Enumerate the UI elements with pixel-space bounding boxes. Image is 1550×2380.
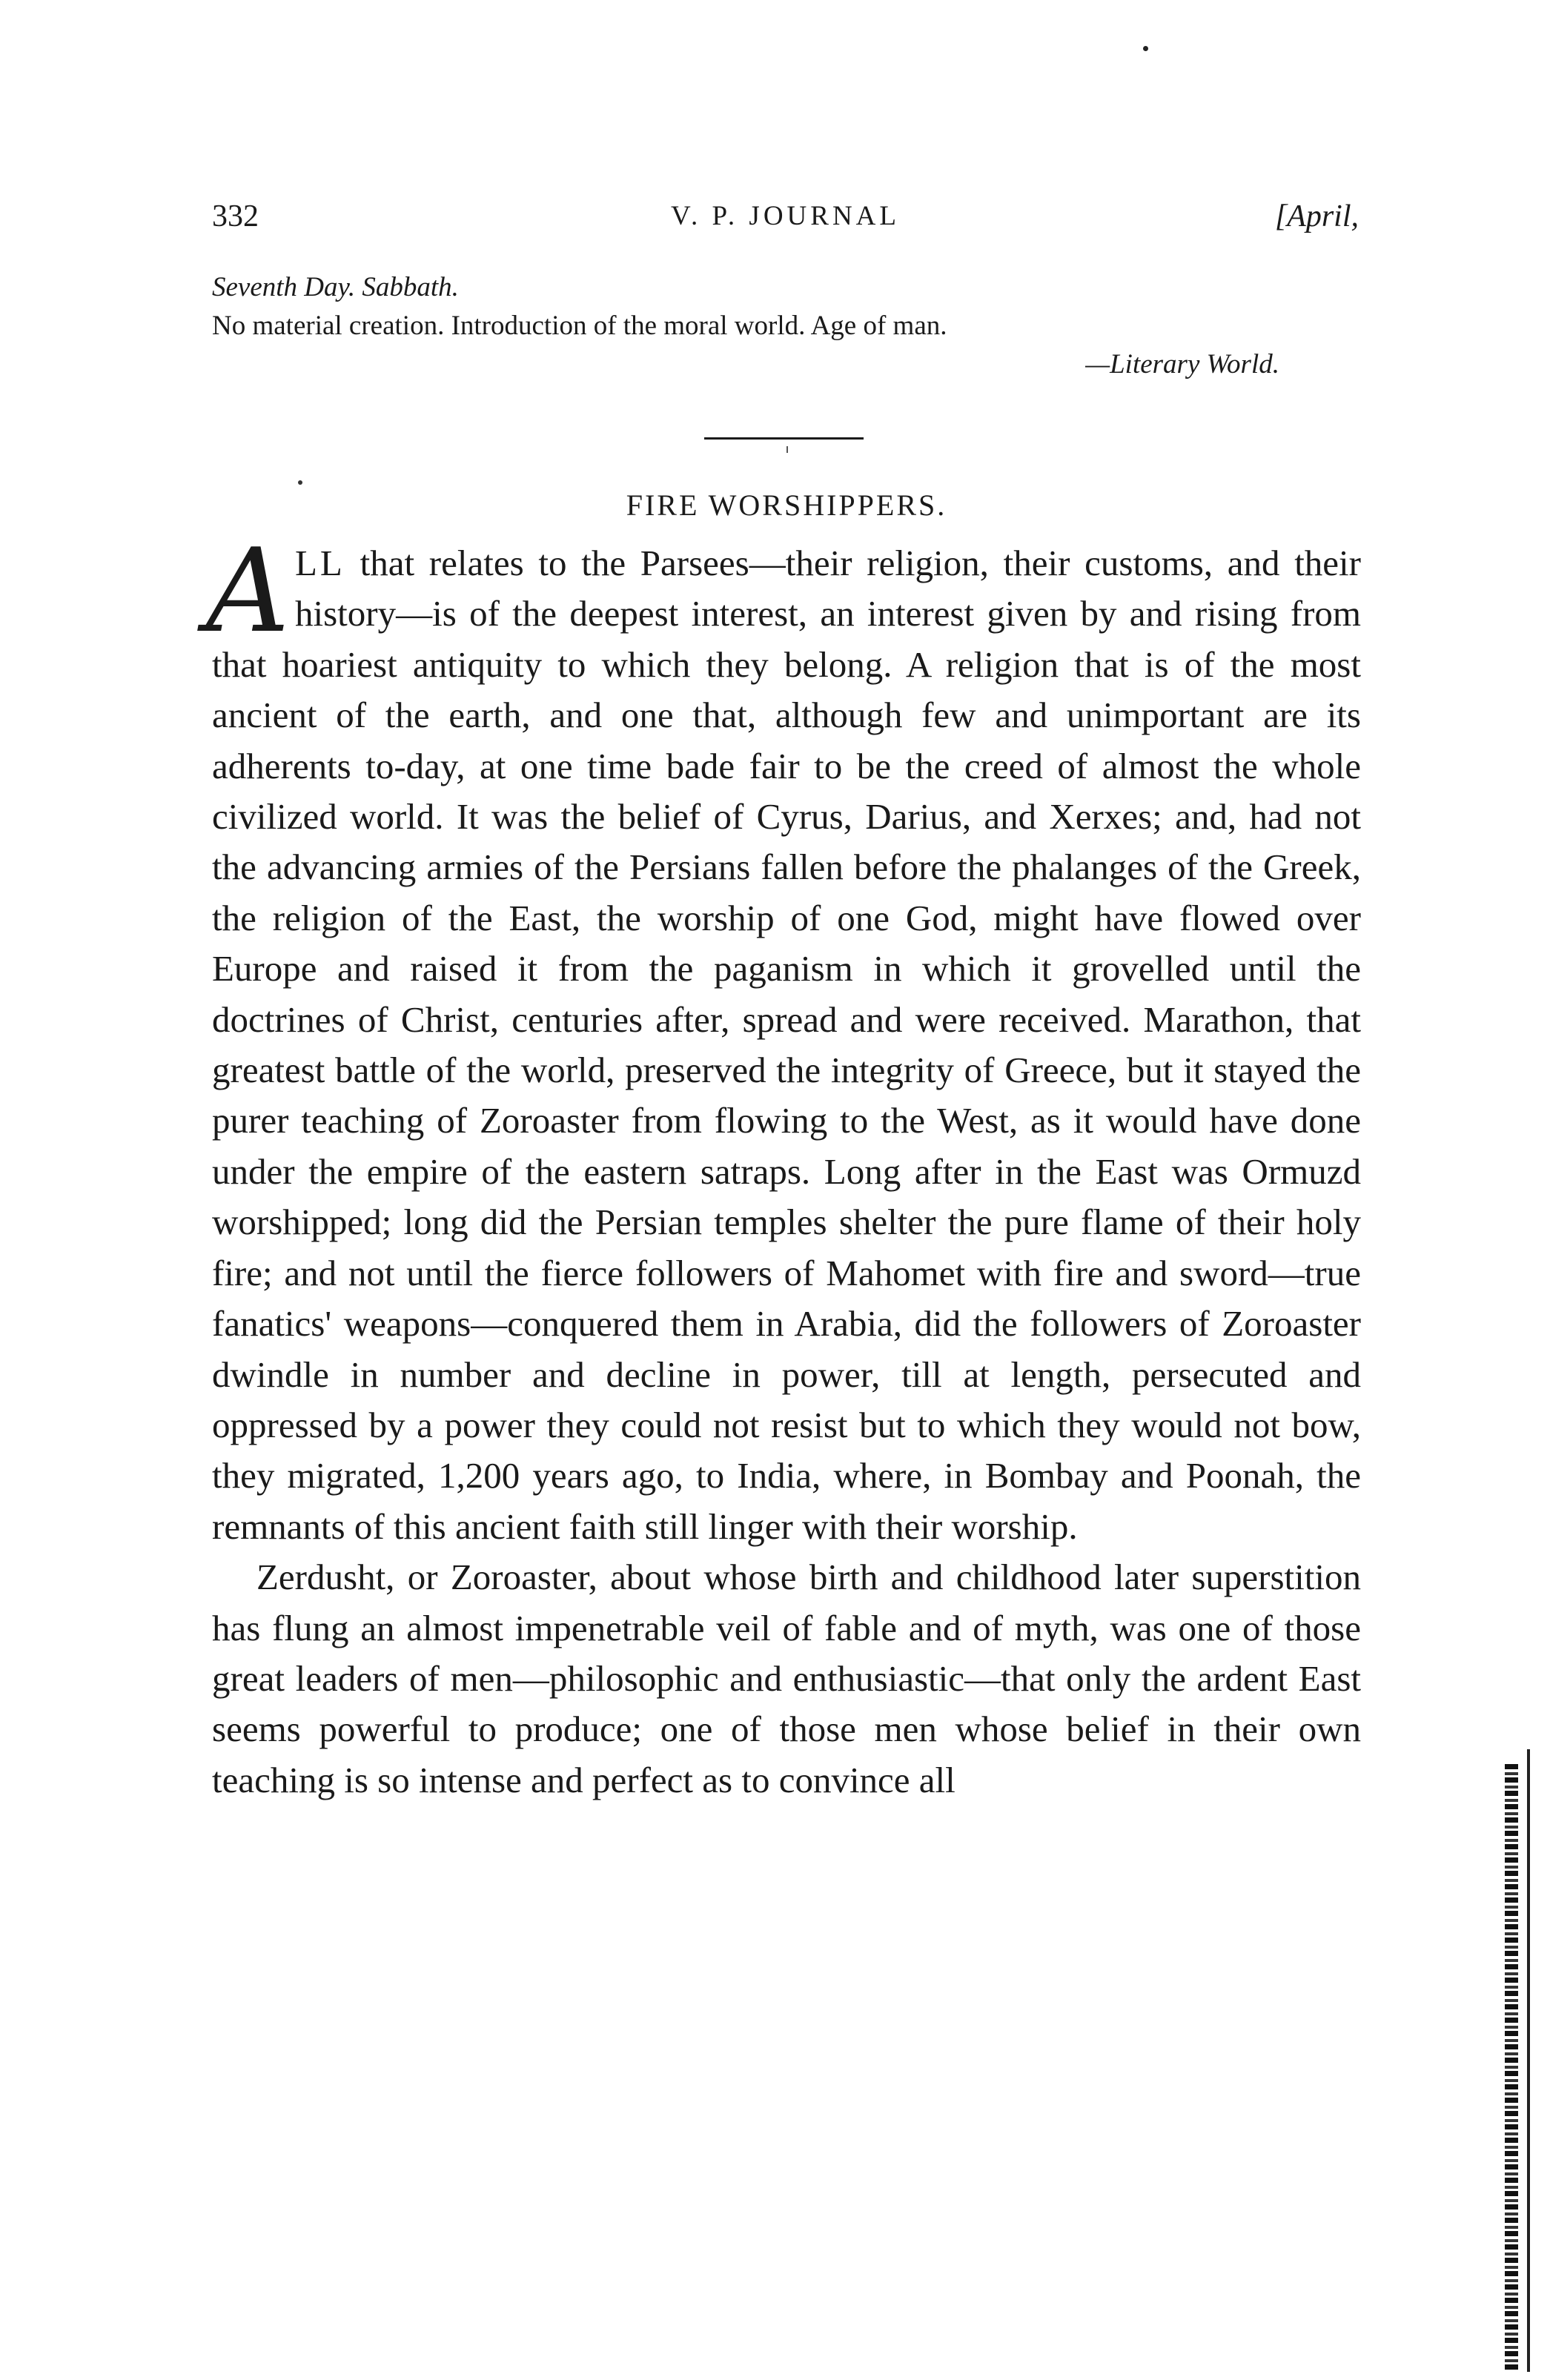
running-head xyxy=(212,194,1359,239)
running-head-month: [April, xyxy=(1274,199,1359,233)
scan-edge-marks xyxy=(1505,1764,1518,2372)
journal-title: V. P. JOURNAL xyxy=(671,201,900,231)
previous-entry xyxy=(212,268,1361,384)
previous-entry-text: No material creation. Introduction of the moral world. Age of man. xyxy=(212,311,947,341)
paragraph-text: Zerdusht, or Zoroaster, about whose birth and childhood later superstition has flung an almost impenetrable veil of fable and of myth, was one of those great leaders of men—philosophic and enthusiastic—that only the ardent East seems powerful to produce; one of those men whose belief in their own teaching is so intense and perfect as to convince all xyxy=(212,1557,1361,1800)
section-divider xyxy=(704,437,864,440)
page-number: 332 xyxy=(212,199,259,233)
previous-entry-source: —Literary World. xyxy=(1085,349,1279,379)
drop-cap: A xyxy=(206,523,290,658)
ink-speck xyxy=(1143,46,1148,51)
lead-caps: LL xyxy=(295,543,345,583)
scan-margin-line xyxy=(1527,1749,1530,2372)
ink-speck xyxy=(786,446,788,453)
article-body xyxy=(206,523,1361,1806)
paragraph xyxy=(212,1552,1361,1806)
article-title: FIRE WORSHIPPERS. xyxy=(626,488,947,522)
paragraph xyxy=(206,523,1361,1552)
previous-entry-heading: Seventh Day. Sabbath. xyxy=(212,272,459,302)
paragraph-text: that relates to the Parsees—their religion, their customs, and their history—is of the deepest interest, an interest given by and rising from that hoariest antiquity to which they belong. A religion that is of the most ancient of the earth, and one that, although few and unimportant are its adherents to-day, at one time bade fair to be the creed of almost the whole civilized world. It was the belief of Cyrus, Darius, and Xerxes; and, had not the advancing armies of the Persians fallen before the phalanges of the Greek, the religion of the East, the worship of one God, might have flowed over Europe and raised it from the paganism in which it grovelled until the doctrines of Christ, centuries after, spread and were received. Marathon, that greatest battle of the world, preserved the integrity of Greece, but it stayed the purer teaching of Zoroaster from flowing to the West, as it would have done under the empire of the eastern satraps. Long after in the East was Ormuzd worshipped; long did the Persian temples shelter the pure flame of their holy fire; and not until the fierce followers of Mahomet with fire and sword—true fanatics' weapons—conquered them in Arabia, did the followers of Zoroaster dwindle in number and decline in power, till at length, persecuted and oppressed by a power they could not resist but to which they would not bow, they migrated, 1,200 years ago, to India, where, in Bombay and Poonah, the remnants of this ancient faith still linger with their worship. xyxy=(212,543,1361,1547)
